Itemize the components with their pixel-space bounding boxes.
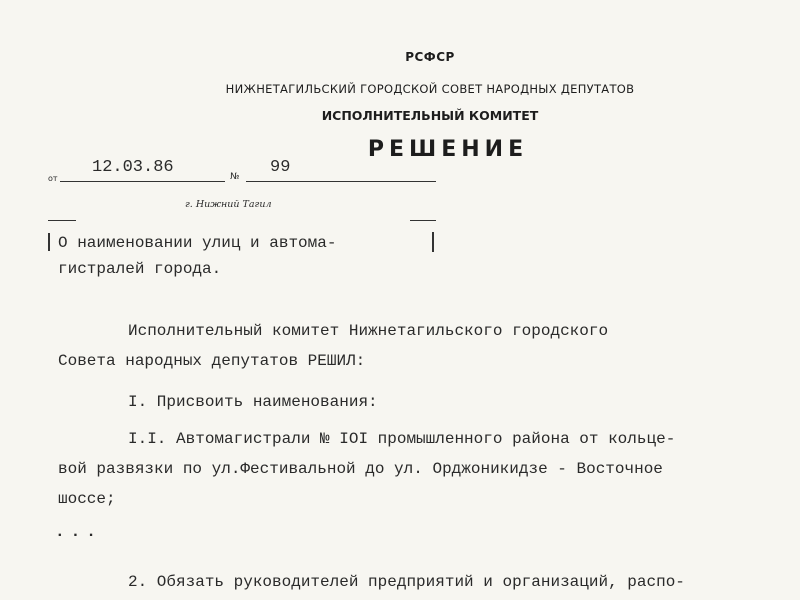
item-1-1-line: шоссе;: [58, 490, 116, 508]
subject-right-bracket: [432, 232, 434, 252]
republic-header: РСФСР: [405, 50, 455, 64]
committee-header: ИСПОЛНИТЕЛЬНЫЙ КОМИТЕТ: [321, 108, 539, 123]
decision-number: 99: [246, 158, 436, 182]
intro-line: Исполнительный комитет Нижнетагильского городского: [128, 322, 609, 340]
subject-line: гистралей города.: [58, 260, 222, 278]
document-title: РЕШЕНИЕ: [367, 137, 529, 162]
subject-left-tick: [48, 220, 76, 221]
item-1-1-line: вой развязки по ул.Фестивальной до ул. Орджоникидзе - Восточное: [58, 460, 663, 478]
city-label: г. Нижний Тагил: [185, 199, 272, 210]
subject-left-bracket: [48, 233, 50, 251]
number-prefix: №: [230, 172, 240, 182]
date-prefix: от: [48, 174, 58, 183]
subject-right-tick: [410, 220, 436, 221]
item-2: 2. Обязать руководителей предприятий и организаций, распо-: [128, 573, 685, 591]
ellipsis: ...: [55, 523, 102, 541]
council-header: НИЖНЕТАГИЛЬСКИЙ ГОРОДСКОЙ СОВЕТ НАРОДНЫХ ДЕПУТАТОВ: [225, 82, 635, 96]
decision-date: 12.03.86: [60, 158, 225, 182]
subject-line: О наименовании улиц и автома-: [58, 234, 337, 252]
intro-line: Совета народных депутатов РЕШИЛ:: [58, 352, 366, 370]
item-1-1-line: I.I. Автомагистрали № IOI промышленного района от кольце-: [128, 430, 676, 448]
item-1: I. Присвоить наименования:: [128, 393, 378, 411]
decision-subject: [58, 230, 336, 282]
